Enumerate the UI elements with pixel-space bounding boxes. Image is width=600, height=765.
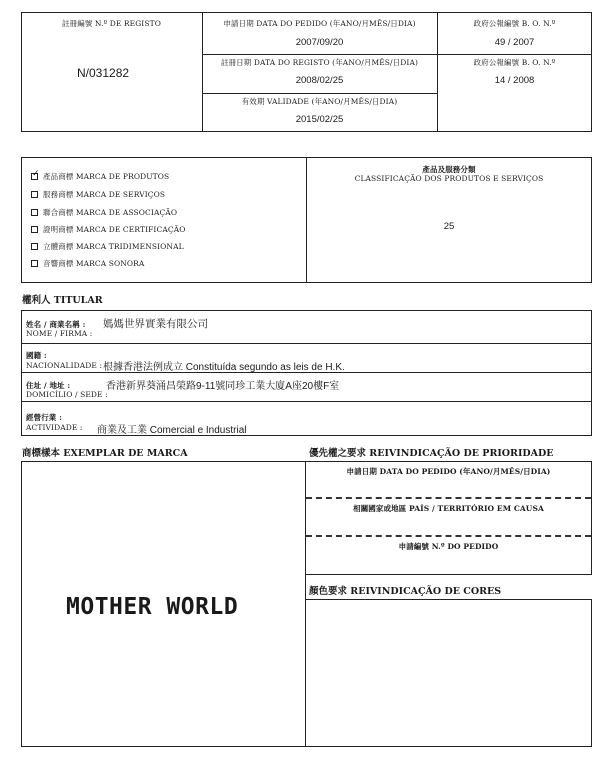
titular-name: 媽媽世界實業有限公司	[103, 318, 208, 330]
colors-heading: 顏色要求 REIVINDICAÇÃO DE CORES	[309, 586, 502, 597]
priority-date-label: 申請日期 DATA DO PEDIDO (年ANO/月MÊS/日DIA)	[346, 467, 551, 476]
registration-divider	[437, 12, 438, 132]
mark-type-item: 聯合商標 MARCA DE ASSOCIAÇÃO	[31, 207, 177, 218]
checkbox-icon	[31, 260, 38, 267]
mark-type-item: 服務商標 MARCA DE SERVIÇOS	[31, 189, 165, 200]
mark-type-item: 音響商標 MARCA SONORA	[31, 258, 144, 269]
registration-date-label: 註冊日期 DATA DO REGISTO (年ANO/月MÊS/日DIA)	[220, 58, 418, 67]
bon1-label: 政府公報編號 B. O. N.º	[473, 19, 556, 28]
reg-no-value: N/031282	[77, 66, 130, 80]
name-label-pt: NOME / FIRMA :	[26, 329, 93, 338]
registration-divider	[202, 93, 437, 94]
mark-type-item: ✓產品商標 MARCA DE PRODUTOS	[31, 171, 169, 182]
colors-box	[305, 599, 592, 747]
titular-divider	[21, 343, 592, 344]
priority-number-label: 申請編號 N.º DO PEDIDO	[398, 542, 499, 551]
mark-type-item: 證明商標 MARCA DE CERTIFICAÇÃO	[31, 224, 185, 235]
titular-activity: 商業及工業 Comercial e Industrial	[97, 425, 247, 436]
mark-type-item: 立體商標 MARCA TRIDIMENSIONAL	[31, 241, 184, 252]
titular-heading: 權利人 TITULAR	[22, 295, 103, 306]
titular-nationality: 根據香港法例成立 Constituída segundo as leis de H.K.	[103, 362, 345, 373]
checkbox-icon	[31, 209, 38, 216]
bon2-value: 14 / 2008	[494, 75, 535, 86]
classification-title-zh: 產品及服務分類	[422, 165, 476, 174]
validity-label: 有效期 VALIDADE (年ANO/月MÊS/日DIA)	[241, 97, 398, 106]
checkbox-icon	[31, 191, 38, 198]
checkbox-icon	[31, 226, 38, 233]
registration-date-value: 2008/02/25	[295, 75, 344, 86]
nationality-label: 國籍 :	[26, 351, 47, 360]
checkbox-icon	[31, 243, 38, 250]
trademark-specimen-text: MOTHER WORLD	[66, 594, 239, 620]
priority-country-label: 相關國家或地區 PAÍS / TERRITÓRIO EM CAUSA	[353, 504, 544, 513]
reg-no-label: 註冊編號 N.º DE REGISTO	[62, 19, 161, 28]
activity-label: 經營行業 :	[26, 413, 62, 422]
address-label-pt: DOMICÍLIO / SEDE :	[26, 390, 108, 399]
titular-divider	[21, 401, 592, 402]
priority-date-line	[306, 497, 591, 499]
specimen-heading: 商標樣本 EXEMPLAR DE MARCA	[22, 448, 188, 459]
registration-divider	[202, 54, 592, 55]
nationality-label-pt: NACIONALIDADE :	[26, 361, 103, 370]
titular-address: 香港新界葵涌昌榮路9-11號同珍工業大廈A座20樓F室	[106, 381, 340, 392]
name-label: 姓名 / 商業名稱 :	[26, 320, 86, 329]
classification-title-pt: CLASSIFICAÇÃO DOS PRODUTOS E SERVIÇOS	[354, 174, 544, 183]
application-date-label: 申請日期 DATA DO PEDIDO (年ANO/月MÊS/日DIA)	[223, 19, 416, 28]
bon2-label: 政府公報編號 B. O. N.º	[473, 58, 556, 67]
priority-box	[305, 461, 592, 575]
classification-value: 25	[443, 221, 455, 232]
address-label: 住址 / 地址 :	[26, 381, 71, 390]
application-date-value: 2007/09/20	[295, 37, 344, 48]
priority-country-line	[306, 535, 591, 537]
bon1-value: 49 / 2007	[494, 37, 535, 48]
validity-value: 2015/02/25	[295, 114, 344, 125]
checkbox-checked-icon	[31, 173, 38, 180]
activity-label-pt: ACTIVIDADE :	[26, 423, 83, 432]
priority-heading: 優先權之要求 REIVINDICAÇÃO DE PRIORIDADE	[309, 448, 554, 459]
